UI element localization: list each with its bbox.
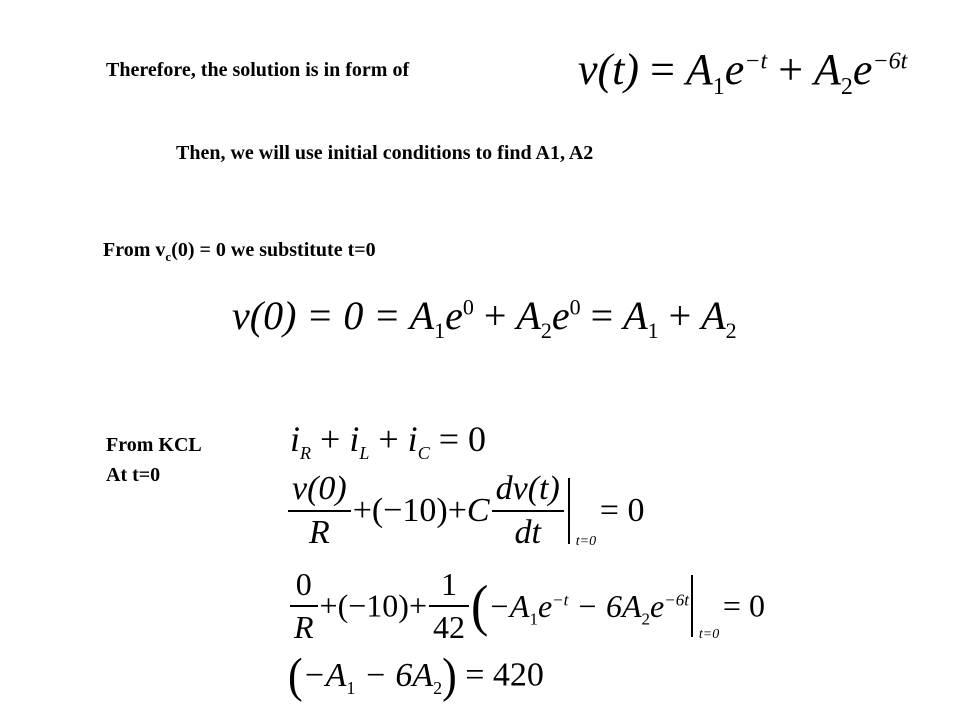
ic-plus2: + <box>658 293 702 338</box>
substitute-text <box>103 238 376 262</box>
initial-conditions-text: Then, we will use initial conditions to find A1, A2 <box>176 142 594 164</box>
kcl2-frac2 <box>492 470 564 552</box>
eq-e1-sup: −t <box>744 48 768 75</box>
kcl3-inner: −A <box>488 587 530 624</box>
final-inner-b: − 6A <box>355 656 434 694</box>
kcl3-mid: +(−10)+ <box>319 587 427 624</box>
eq-plus: + <box>778 45 804 94</box>
eq-e2-sup: −6t <box>872 48 908 75</box>
kcl-ir-sub: R <box>300 443 312 464</box>
kcl-numeric-equation <box>288 566 765 646</box>
ic-a1-sub: 1 <box>434 318 446 343</box>
ic-a2: A <box>516 293 541 338</box>
eq-e1: e <box>724 45 745 94</box>
kcl3-minus: − 6A <box>568 587 642 624</box>
kcl3-e1-sup: −t <box>552 589 569 609</box>
kcl2-den1: R <box>308 514 330 551</box>
eq-e2: e <box>852 45 873 94</box>
kcl-plus2: + <box>369 419 408 459</box>
kcl2-mid: +(−10)+ <box>352 492 467 529</box>
eq-a1: A <box>685 45 713 94</box>
substitute-sub: c <box>165 249 172 264</box>
kcl-label-line1: From KCL <box>106 434 202 456</box>
final-group <box>302 656 443 698</box>
final-rhs: = 420 <box>456 656 544 694</box>
kcl-plus1: + <box>311 419 350 459</box>
kcl3-den1: R <box>294 609 314 645</box>
ic-e1-sup: 0 <box>462 294 474 320</box>
ic-text-a: v(0) = 0 = <box>232 293 410 338</box>
kcl-il: i <box>349 419 360 459</box>
final-equation <box>288 650 544 701</box>
kcl2-eval-bar <box>568 478 597 549</box>
kcl3-at: t=0 <box>698 627 720 642</box>
ic-a2-sub: 2 <box>540 318 552 343</box>
final-lparen: ( <box>288 648 303 703</box>
eq-lhs: v(t) <box>578 45 640 94</box>
substitute-prefix: From v <box>103 239 166 261</box>
eq-equals: = <box>650 45 675 94</box>
kcl2-frac1 <box>288 470 351 552</box>
initial-condition-equation <box>232 292 737 343</box>
eq-a1-sub: 1 <box>712 73 725 100</box>
kcl-label <box>106 430 202 490</box>
final-rparen: ) <box>442 648 457 703</box>
final-s1: 1 <box>346 677 356 698</box>
ic-a3: A <box>623 293 648 338</box>
kcl3-num1: 0 <box>290 566 318 607</box>
kcl2-num1: v(0) <box>288 470 351 512</box>
kcl-equation <box>290 418 487 464</box>
kcl3-group <box>488 587 689 628</box>
ic-plus1: + <box>473 293 517 338</box>
final-inner-a: −A <box>302 656 347 694</box>
ic-a1: A <box>409 293 435 338</box>
kcl3-s1: 1 <box>529 608 538 628</box>
solution-equation <box>578 44 908 100</box>
eq-a2-sub: 2 <box>840 73 853 100</box>
kcl-label-line2: At t=0 <box>106 464 161 486</box>
kcl3-rhs: = 0 <box>722 587 765 624</box>
kcl3-frac1 <box>290 566 318 646</box>
kcl3-eval-bar <box>691 575 720 642</box>
ic-e1: e <box>445 293 463 338</box>
kcl2-rhs: = 0 <box>599 492 645 529</box>
kcl-rhs: = 0 <box>429 419 487 459</box>
kcl3-num2: 1 <box>429 566 469 607</box>
kcl2-c: C <box>466 492 490 529</box>
kcl3-lparen: ( <box>471 574 489 638</box>
substitute-suffix: (0) = 0 we substitute t=0 <box>171 239 376 261</box>
ic-a4: A <box>701 293 726 338</box>
ic-e2-sup: 0 <box>569 294 581 320</box>
kcl2-at: t=0 <box>575 534 597 549</box>
ic-a4-sub: 2 <box>725 318 737 343</box>
ic-eq2: = <box>580 293 624 338</box>
kcl3-den2: 42 <box>433 609 465 645</box>
kcl3-s2: 2 <box>641 608 651 628</box>
kcl-ir: i <box>290 419 301 459</box>
kcl3-e2: e <box>650 587 665 624</box>
final-s2: 2 <box>433 677 443 698</box>
solution-form-text: Therefore, the solution is in form of <box>106 59 410 81</box>
kcl2-num2: dv(t) <box>492 470 564 512</box>
eq-a2: A <box>814 45 841 94</box>
kcl3-frac2 <box>429 566 469 646</box>
kcl-il-sub: L <box>359 443 370 464</box>
kcl2-den2: dt <box>514 514 541 551</box>
kcl-substituted-equation <box>286 470 644 552</box>
ic-e2: e <box>551 293 570 338</box>
kcl3-e2-sup: −6t <box>664 589 689 609</box>
kcl-ic-sub: C <box>417 443 430 464</box>
kcl3-e1: e <box>537 587 553 624</box>
ic-a3-sub: 1 <box>647 318 659 343</box>
kcl-ic: i <box>407 419 418 459</box>
